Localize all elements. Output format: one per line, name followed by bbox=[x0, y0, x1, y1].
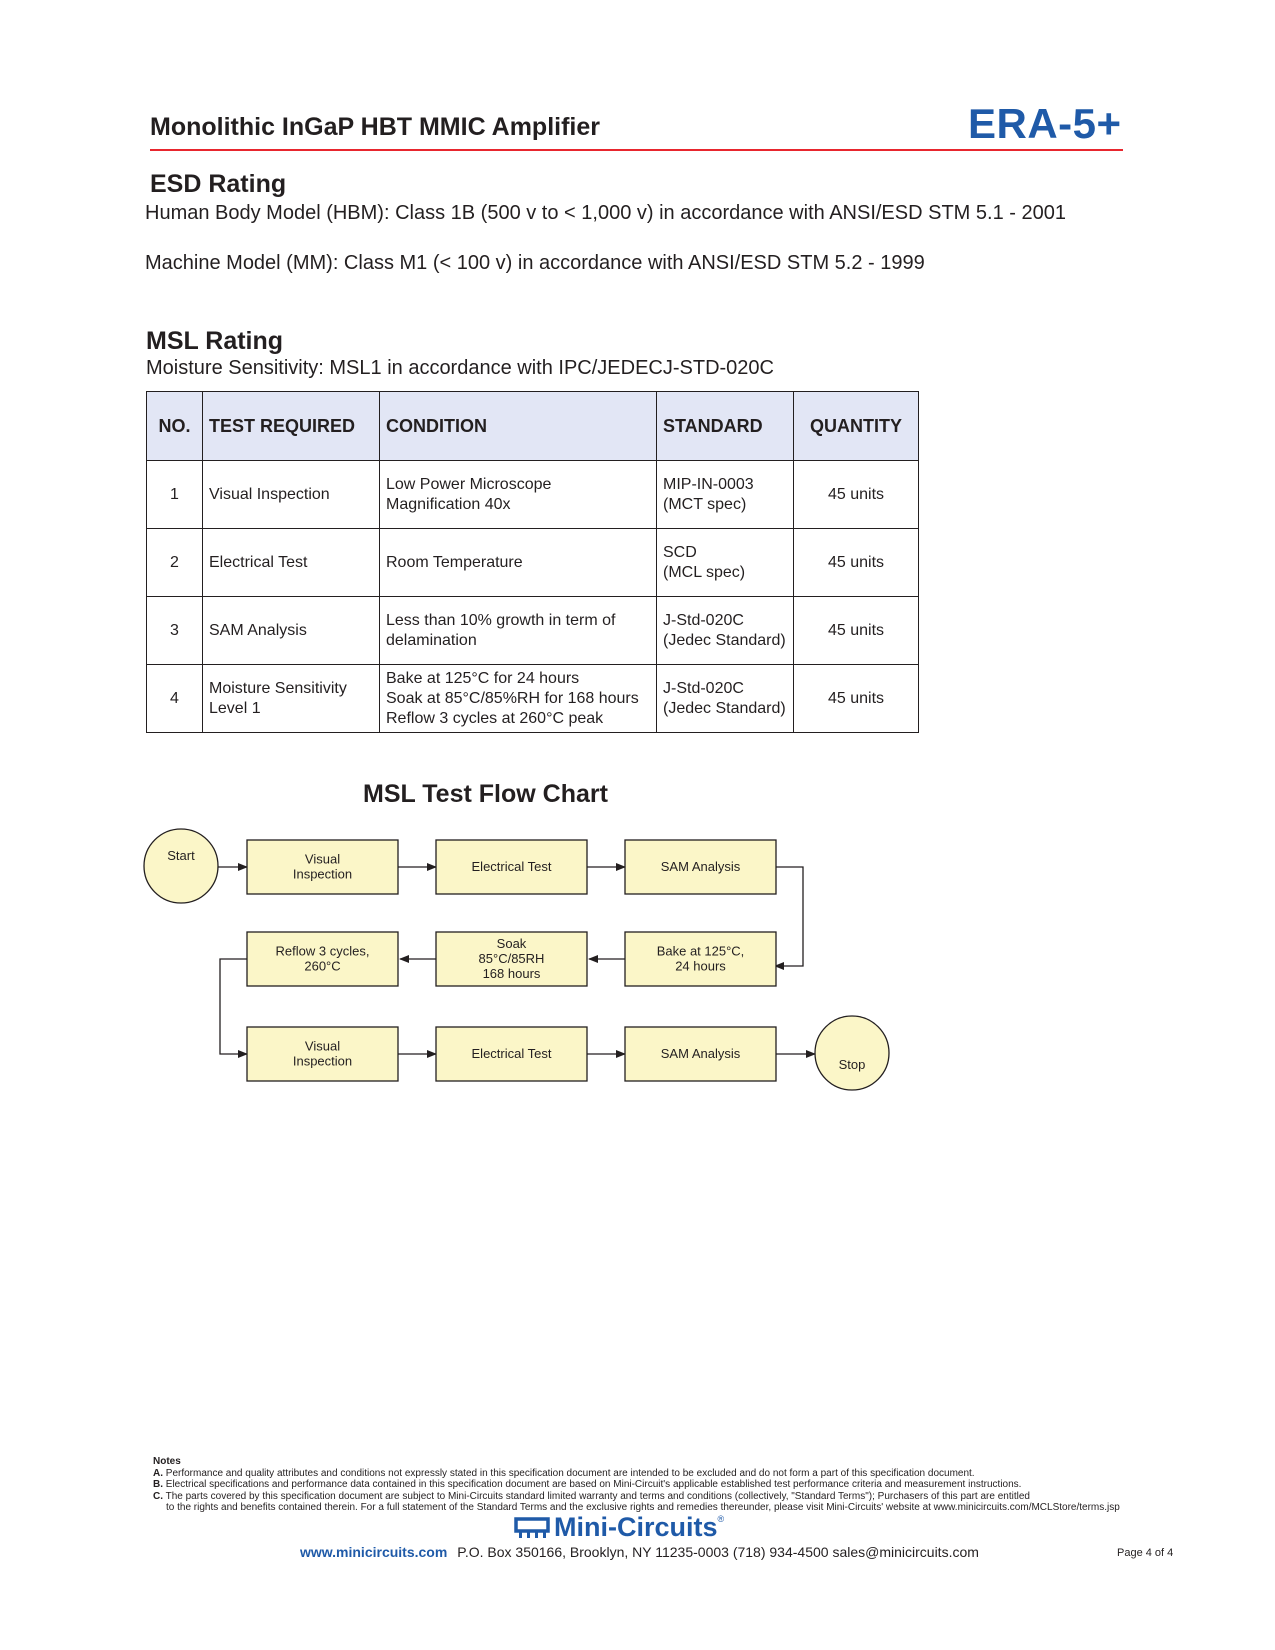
note-label: A. bbox=[153, 1467, 163, 1479]
cell-line: SAM Analysis bbox=[209, 621, 307, 639]
note-item bbox=[153, 1479, 1133, 1491]
cell-quantity: 45 units bbox=[794, 597, 919, 665]
cell-quantity: 45 units bbox=[794, 665, 919, 733]
cell-line: Bake at 125°C for 24 hours bbox=[386, 669, 580, 687]
flow-connector bbox=[775, 867, 803, 966]
note-text: Electrical specifications and performance data contained in this specification document are based on Mini-Circuit's applicable established test performance criteria and measurement instructions. bbox=[165, 1479, 1022, 1490]
flow-step-label: Visual Inspection bbox=[292, 851, 353, 882]
column-header-quantity: QUANTITY bbox=[794, 392, 919, 461]
notes-title: Notes bbox=[153, 1456, 181, 1467]
cell-line: MIP-IN-0003 bbox=[663, 475, 754, 493]
page-number: Page 4 of 4 bbox=[1117, 1547, 1174, 1559]
circuit-logo-icon bbox=[513, 1515, 551, 1539]
cell-line: (Jedec Standard) bbox=[663, 699, 786, 717]
cell-line: J-Std-020C bbox=[663, 611, 744, 629]
note-label: C. bbox=[153, 1490, 163, 1502]
flow-start-label: Start bbox=[167, 848, 195, 863]
flow-start bbox=[144, 829, 218, 903]
part-number: ERA-5+ bbox=[968, 100, 1122, 147]
cell-line: Less than 10% growth in term of bbox=[386, 611, 616, 629]
cell-line: (MCT spec) bbox=[663, 495, 747, 513]
brand-logo bbox=[513, 1512, 724, 1543]
cell-line: J-Std-020C bbox=[663, 679, 744, 697]
msl-description: Moisture Sensitivity: MSL1 in accordance with IPC/JEDECJ-STD-020C bbox=[146, 357, 774, 379]
column-header-no: NO. bbox=[147, 392, 203, 461]
flow-step-label: SAM Analysis bbox=[660, 1046, 741, 1061]
cell-line: Soak at 85°C/85%RH for 168 hours bbox=[386, 689, 639, 707]
msl-heading: MSL Rating bbox=[146, 327, 284, 355]
cell-quantity: 45 units bbox=[794, 461, 919, 529]
contact-address: P.O. Box 350166, Brooklyn, NY 11235-0003 (718) 934-4500 sales@minicircuits.com bbox=[457, 1544, 979, 1560]
cell-line: Room Temperature bbox=[386, 553, 523, 571]
esd-hbm-text: Human Body Model (HBM): Class 1B (500 v to < 1,000 v) in accordance with ANSI/ESD STM 5.1 - 2001 bbox=[145, 202, 1066, 224]
note-item bbox=[153, 1491, 1133, 1503]
cell-no: 3 bbox=[147, 597, 203, 665]
cell-no: 4 bbox=[147, 665, 203, 733]
esd-mm-text: Machine Model (MM): Class M1 (< 100 v) in accordance with ANSI/ESD STM 5.2 - 1999 bbox=[145, 252, 925, 274]
esd-heading: ESD Rating bbox=[150, 170, 287, 198]
cell-line: (Jedec Standard) bbox=[663, 631, 786, 649]
note-continuation: to the rights and benefits contained therein. For a full statement of the Standard Terms and the exclusive rights and remedies thereunder, please visit Mini-Circuits' website at www.minicircuits.com/MCLStore/terms.jsp bbox=[166, 1502, 1120, 1513]
flow-step-label: SAM Analysis bbox=[660, 859, 741, 874]
column-header-test: TEST REQUIRED bbox=[203, 392, 380, 461]
cell-line: Low Power Microscope bbox=[386, 475, 552, 493]
flow-step-label: Electrical Test bbox=[471, 859, 552, 874]
note-text: The parts covered by this specification document are subject to Mini-Circuits standard limited warranty and terms and conditions (collectively, "Standard Terms"); Purchasers of this part are entitled bbox=[165, 1490, 1030, 1502]
cell-line: delamination bbox=[386, 631, 477, 649]
document-title: Monolithic InGaP HBT MMIC Amplifier bbox=[150, 113, 600, 141]
note-label: B. bbox=[153, 1479, 163, 1490]
cell-line: Electrical Test bbox=[209, 553, 308, 571]
column-header-standard: STANDARD bbox=[657, 392, 794, 461]
cell-line: Level 1 bbox=[209, 699, 261, 717]
website-link[interactable]: www.minicircuits.com bbox=[300, 1544, 448, 1560]
notes-section bbox=[153, 1456, 1133, 1514]
flow-step-label: Electrical Test bbox=[471, 1046, 552, 1061]
flow-step-label: Reflow 3 cycles, 260°C bbox=[275, 943, 370, 974]
flow-connector bbox=[220, 959, 247, 1054]
flow-stop-label: Stop bbox=[838, 1057, 866, 1072]
cell-line: Moisture Sensitivity bbox=[209, 679, 347, 697]
cell-quantity: 45 units bbox=[794, 529, 919, 597]
cell-no: 1 bbox=[147, 461, 203, 529]
cell-line: Visual Inspection bbox=[209, 485, 330, 503]
footer-contact bbox=[300, 1544, 979, 1560]
cell-line: Reflow 3 cycles at 260°C peak bbox=[386, 709, 604, 727]
flow-stop bbox=[815, 1016, 889, 1090]
registered-mark: ® bbox=[717, 1514, 725, 1524]
note-item bbox=[153, 1468, 1133, 1480]
note-text: Performance and quality attributes and conditions not expressly stated in this specification document are intended to be excluded and do not form a part of this specification document. bbox=[165, 1467, 975, 1479]
flow-step-label: Visual Inspection bbox=[292, 1038, 353, 1069]
brand-name: Mini-Circuits bbox=[554, 1512, 718, 1542]
cell-line: (MCL spec) bbox=[663, 563, 746, 581]
cell-line: SCD bbox=[663, 543, 697, 561]
column-header-condition: CONDITION bbox=[380, 392, 657, 461]
flow-step-label: Bake at 125°C, 24 hours bbox=[656, 943, 745, 974]
cell-no: 2 bbox=[147, 529, 203, 597]
flow-step-label: Soak 85°C/85RH 168 hours bbox=[478, 936, 545, 981]
flow-chart-title: MSL Test Flow Chart bbox=[363, 780, 608, 808]
cell-line: Magnification 40x bbox=[386, 495, 511, 513]
